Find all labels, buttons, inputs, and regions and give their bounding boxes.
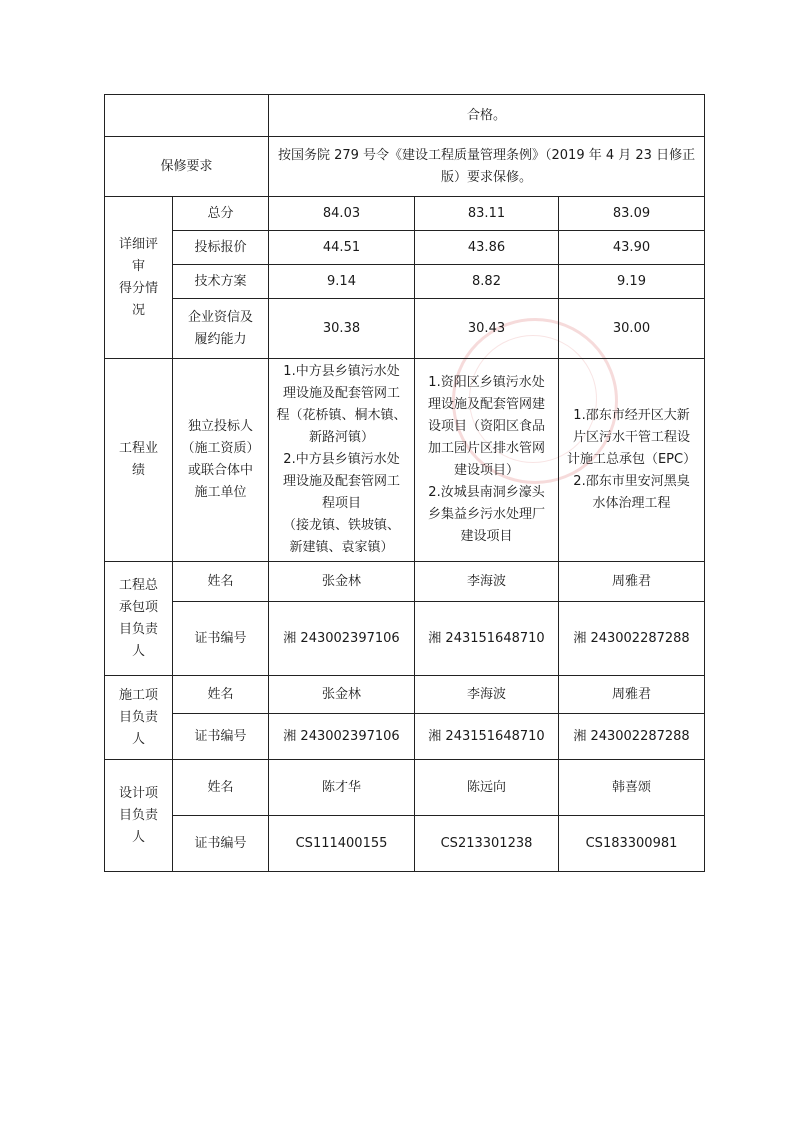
design-category-label: 设计项 目负责 人 [105, 760, 173, 872]
score-item-label: 技术方案 [173, 265, 269, 299]
warranty-label: 保修要求 [105, 137, 269, 197]
scores-category-label: 详细评 审 得分情 况 [105, 197, 173, 359]
score-value: 30.00 [559, 299, 705, 359]
performance-category-label: 工程业 绩 [105, 359, 173, 562]
score-value: 9.19 [559, 265, 705, 299]
score-item-label: 企业资信及 履约能力 [173, 299, 269, 359]
gc-category-label: 工程总 承包项 目负责 人 [105, 562, 173, 676]
qualification-row [105, 95, 705, 137]
cert-number: CS213301238 [415, 816, 559, 872]
score-row [105, 231, 705, 265]
construction-category-label: 施工项 目负责 人 [105, 676, 173, 760]
score-value: 44.51 [269, 231, 415, 265]
qualification-text: 合格。 [269, 95, 705, 137]
score-value: 43.86 [415, 231, 559, 265]
person-name: 韩喜颂 [559, 760, 705, 816]
score-value: 83.11 [415, 197, 559, 231]
construction-name-row [105, 676, 705, 714]
cert-number: 湘 243002287288 [559, 714, 705, 760]
design-cert-row [105, 816, 705, 872]
cert-number: CS183300981 [559, 816, 705, 872]
score-value: 30.38 [269, 299, 415, 359]
score-value: 84.03 [269, 197, 415, 231]
bid-result-table [104, 94, 705, 872]
cert-number: 湘 243002397106 [269, 714, 415, 760]
performance-value: 1.资阳区乡镇污水处 理设施及配套管网建 设项目（资阳区食品 加工园片区排水管网 建设项目） 2.汝城县南洞乡濠头 乡集益乡污水处理厂 建设项目 [415, 359, 559, 562]
person-name: 张金林 [269, 562, 415, 602]
score-item-label: 投标报价 [173, 231, 269, 265]
score-row [105, 265, 705, 299]
gc-cert-row [105, 602, 705, 676]
performance-value: 1.邵东市经开区大新 片区污水干管工程设 计施工总承包（EPC） 2.邵东市里安河黑臭 水体治理工程 [559, 359, 705, 562]
construction-cert-label: 证书编号 [173, 714, 269, 760]
performance-value: 1.中方县乡镇污水处 理设施及配套管网工 程（花桥镇、桐木镇、 新路河镇） 2.中方县乡镇污水处 理设施及配套管网工 程项目 （接龙镇、铁坡镇、 新建镇、袁家镇） [269, 359, 415, 562]
score-value: 83.09 [559, 197, 705, 231]
performance-sublabel: 独立投标人 （施工资质） 或联合体中 施工单位 [173, 359, 269, 562]
construction-name-label: 姓名 [173, 676, 269, 714]
gc-name-row [105, 562, 705, 602]
gc-cert-label: 证书编号 [173, 602, 269, 676]
person-name: 李海波 [415, 562, 559, 602]
person-name: 张金林 [269, 676, 415, 714]
warranty-text: 按国务院 279 号令《建设工程质量管理条例》（2019 年 4 月 23 日修正版）要求保修。 [269, 137, 705, 197]
score-value: 30.43 [415, 299, 559, 359]
cert-number: 湘 243002287288 [559, 602, 705, 676]
design-name-label: 姓名 [173, 760, 269, 816]
construction-cert-row [105, 714, 705, 760]
score-row [105, 299, 705, 359]
person-name: 陈远向 [415, 760, 559, 816]
score-value: 43.90 [559, 231, 705, 265]
score-value: 8.82 [415, 265, 559, 299]
person-name: 周雅君 [559, 562, 705, 602]
score-value: 9.14 [269, 265, 415, 299]
design-cert-label: 证书编号 [173, 816, 269, 872]
person-name: 周雅君 [559, 676, 705, 714]
performance-row [105, 359, 705, 562]
warranty-row [105, 137, 705, 197]
design-name-row [105, 760, 705, 816]
gc-name-label: 姓名 [173, 562, 269, 602]
cert-number: 湘 243002397106 [269, 602, 415, 676]
qualification-label-cell [105, 95, 269, 137]
person-name: 李海波 [415, 676, 559, 714]
cert-number: CS111400155 [269, 816, 415, 872]
score-row [105, 197, 705, 231]
cert-number: 湘 243151648710 [415, 714, 559, 760]
person-name: 陈才华 [269, 760, 415, 816]
cert-number: 湘 243151648710 [415, 602, 559, 676]
score-item-label: 总分 [173, 197, 269, 231]
